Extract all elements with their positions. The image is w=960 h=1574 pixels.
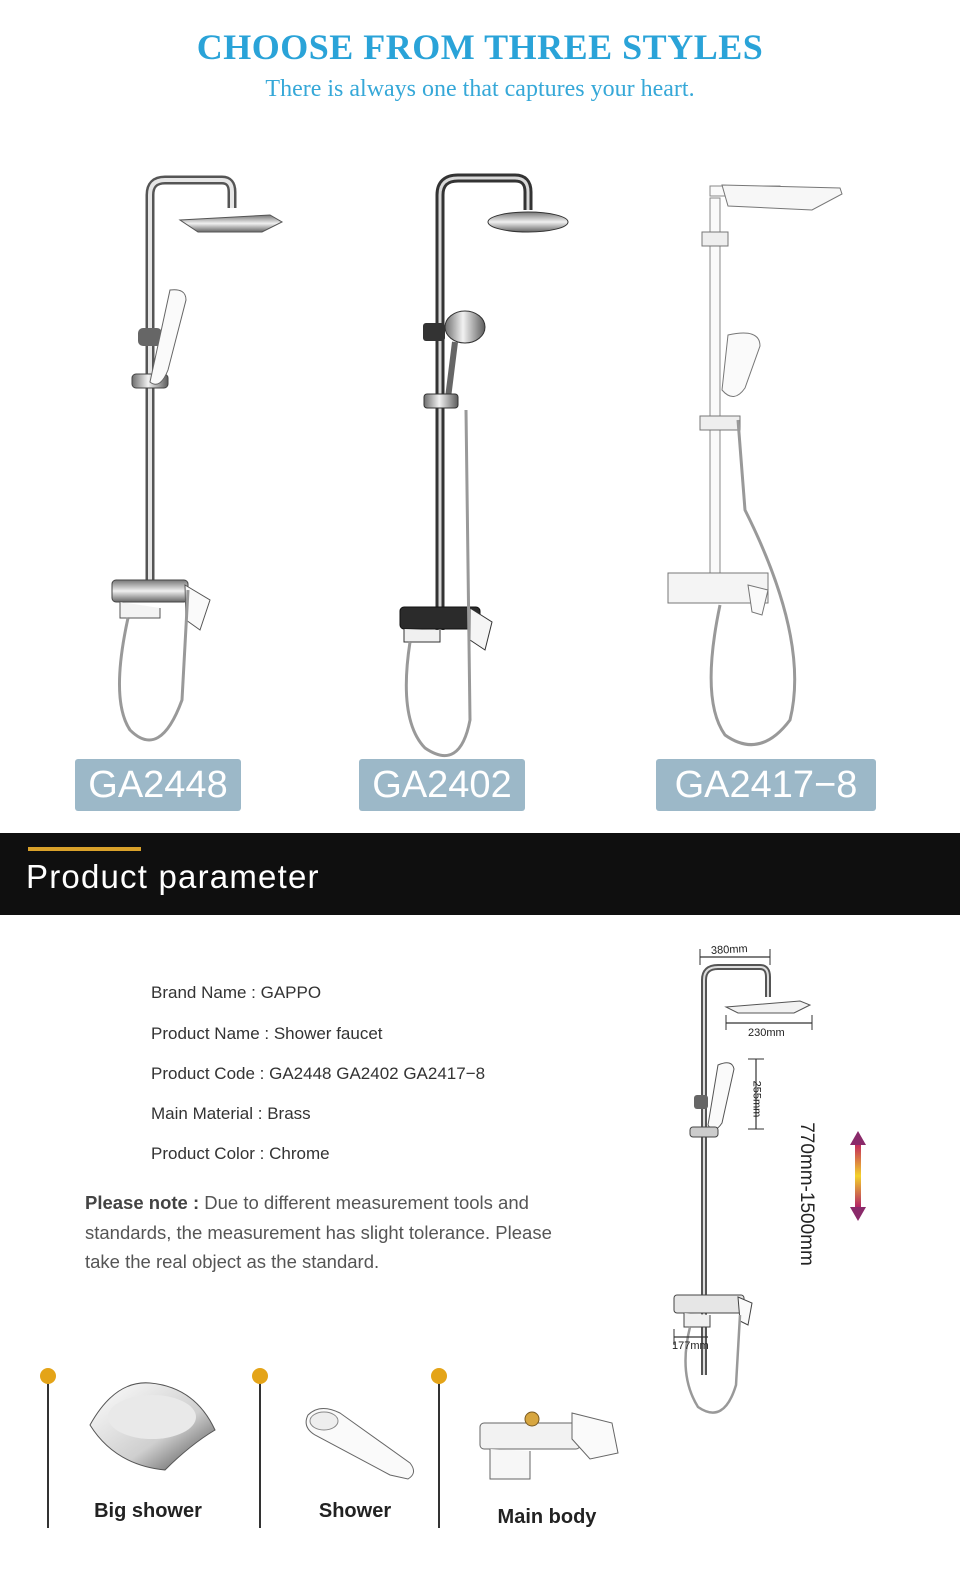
param-product-name: Product Name : Shower faucet xyxy=(151,1024,383,1043)
timeline-line xyxy=(259,1380,261,1528)
dim-handheld-length: 255mm xyxy=(750,1080,763,1118)
page-subtitle: There is always one that captures your heart. xyxy=(265,76,695,102)
product-illustrations xyxy=(0,160,960,760)
shower-ga2448-image xyxy=(112,180,282,740)
product-code-badge: GA2417−8 xyxy=(656,759,876,811)
note-label: Please note : xyxy=(85,1192,200,1213)
shower-ga2417-8-image xyxy=(668,185,842,745)
tolerance-note xyxy=(85,1188,565,1277)
part-label-shower: Shower xyxy=(318,1500,392,1522)
dim-head-width: 230mm xyxy=(748,1027,785,1039)
timeline-dot xyxy=(252,1368,268,1384)
part-label-main-body: Main body xyxy=(497,1506,597,1528)
shower-ga2402-image xyxy=(400,178,568,756)
product-code-badge: GA2448 xyxy=(75,759,241,811)
section-accent-bar xyxy=(28,847,141,851)
section-title: Product parameter xyxy=(26,858,320,895)
hand-shower-image xyxy=(300,1405,420,1485)
note-text: Due to different measurement tools and standards, the measurement has slight tolerance. Please take the real object as the standard. xyxy=(85,1192,552,1272)
param-product-code: Product Code : GA2448 GA2402 GA2417−8 xyxy=(151,1064,486,1083)
dim-top-width: 380mm xyxy=(710,943,748,957)
dim-height-range: 770mm-1500mm xyxy=(795,1122,817,1266)
dim-spout: 177mm xyxy=(672,1340,709,1352)
param-main-material: Main Material : Brass xyxy=(151,1104,311,1123)
page-title: CHOOSE FROM THREE STYLES xyxy=(196,27,764,67)
param-product-color: Product Color : Chrome xyxy=(151,1144,330,1163)
big-shower-image xyxy=(80,1375,230,1485)
timeline-line xyxy=(47,1380,49,1528)
timeline-line xyxy=(438,1380,440,1528)
timeline-dot xyxy=(431,1368,447,1384)
main-body-image xyxy=(472,1395,632,1495)
timeline-dot xyxy=(40,1368,56,1384)
param-brand-name: Brand Name : GAPPO xyxy=(151,983,322,1002)
part-label-big-shower: Big shower xyxy=(94,1500,202,1522)
product-code-badge: GA2402 xyxy=(359,759,525,811)
dimension-drawing xyxy=(660,935,890,1430)
